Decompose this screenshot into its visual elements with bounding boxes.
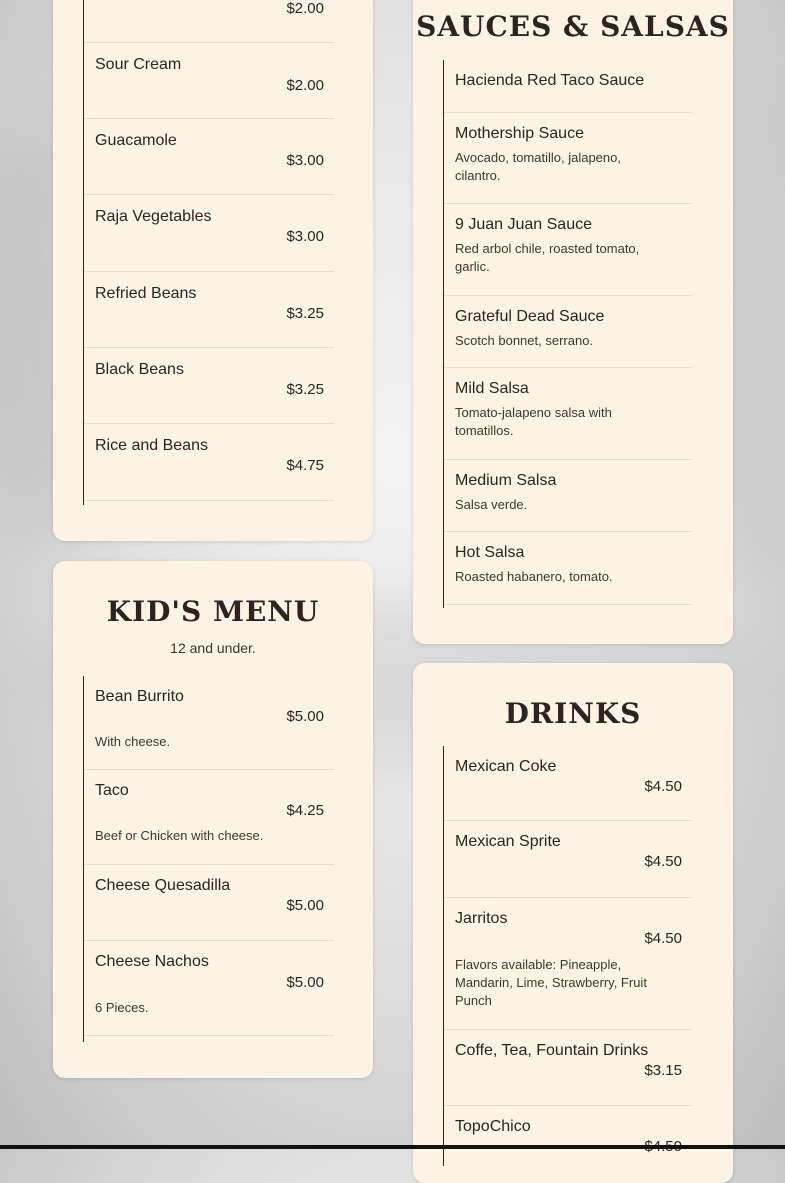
item-description: Red arbol chile, roasted tomato, garlic. (455, 241, 640, 274)
item-name: Medium Salsa (455, 472, 557, 489)
item-name: Taco (95, 782, 129, 799)
list-item (444, 1106, 692, 1181)
list-item (84, 43, 334, 119)
list-item (444, 532, 692, 605)
item-price: $4.50 (644, 853, 682, 870)
list-item (84, 272, 334, 348)
item-name: Mexican Coke (455, 758, 557, 775)
drinks-card (413, 663, 733, 1183)
list-item (84, 195, 334, 272)
item-price: $3.00 (286, 152, 324, 169)
item-name: Mild Salsa (455, 380, 529, 397)
item-description: 6 Pieces. (95, 1000, 149, 1015)
item-name: Refried Beans (95, 285, 197, 302)
item-name: Mothership Sauce (455, 125, 584, 142)
item-name: Cheese Quesadilla (95, 877, 231, 894)
list-item (444, 1030, 692, 1106)
sides-list (83, 0, 334, 505)
section-title: KID'S MENU (106, 595, 320, 628)
list-item (84, 119, 334, 195)
item-name: Cheese Nachos (95, 953, 209, 970)
list-item (444, 460, 692, 532)
item-price: $5.00 (286, 708, 324, 725)
item-price: $3.15 (644, 1062, 682, 1079)
item-price: $2.00 (286, 0, 324, 17)
item-description: Salsa verde. (455, 497, 528, 512)
item-name: Rice and Beans (95, 437, 208, 454)
sides-card (53, 0, 373, 541)
list-item (84, 348, 334, 424)
item-name: Hacienda Red Taco Sauce (455, 72, 645, 89)
item-name: Grateful Dead Sauce (455, 308, 605, 325)
item-description: Tomato-jalapeno salsa with tomatillos. (455, 405, 612, 438)
list-item (444, 746, 692, 821)
item-description: With cheese. (95, 734, 171, 749)
item-name: Hot Salsa (455, 544, 525, 561)
list-item (84, 770, 334, 865)
item-name: 9 Juan Juan Sauce (455, 216, 592, 233)
item-description: Beef or Chicken with cheese. (95, 828, 264, 843)
list-item (444, 113, 692, 204)
drinks-list (443, 746, 692, 1166)
item-name: Sour Cream (95, 56, 182, 73)
list-item (84, 865, 334, 941)
item-price: $4.75 (286, 457, 324, 474)
kids-list (83, 676, 334, 1042)
item-name: Coffe, Tea, Fountain Drinks (455, 1042, 649, 1059)
list-item (444, 204, 692, 296)
item-name: Jarritos (455, 910, 508, 927)
list-item (444, 296, 692, 368)
item-description: Scotch bonnet, serrano. (455, 333, 594, 348)
kids-menu-card (53, 561, 373, 1078)
sauces-list (443, 60, 692, 608)
item-price: $4.50 (644, 778, 682, 795)
list-item (444, 821, 692, 898)
section-subtitle: 12 and under. (170, 640, 256, 656)
section-title: SAUCES & SALSAS (416, 10, 730, 43)
item-name: Mexican Sprite (455, 833, 561, 850)
section-title: DRINKS (504, 697, 642, 730)
bottom-edge-bar (0, 1145, 785, 1149)
sauces-card (413, 0, 733, 644)
item-price: $2.00 (286, 77, 324, 94)
list-item (444, 898, 692, 1030)
list-item (84, 676, 334, 770)
item-description: Flavors available: Pineapple, Mandarin, Lime, Strawberry, Fruit Punch (455, 957, 647, 1008)
item-price: $3.25 (286, 305, 324, 322)
item-name: Guacamole (95, 132, 177, 149)
list-item (444, 368, 692, 460)
item-name: Raja Vegetables (95, 208, 212, 225)
list-item (84, 0, 334, 43)
item-price: $5.00 (286, 974, 324, 991)
list-item (444, 60, 692, 113)
item-price: $5.00 (286, 897, 324, 914)
item-description: Avocado, tomatillo, jalapeno, cilantro. (455, 150, 621, 183)
item-price: $4.50 (644, 930, 682, 947)
item-name: Black Beans (95, 361, 184, 378)
item-price: $4.25 (286, 802, 324, 819)
item-price: $3.25 (286, 381, 324, 398)
list-item (84, 941, 334, 1036)
item-name: TopoChico (455, 1118, 531, 1135)
item-name: Bean Burrito (95, 688, 184, 705)
item-price: $3.00 (286, 228, 324, 245)
list-item (84, 424, 334, 501)
item-description: Roasted habanero, tomato. (455, 569, 613, 584)
